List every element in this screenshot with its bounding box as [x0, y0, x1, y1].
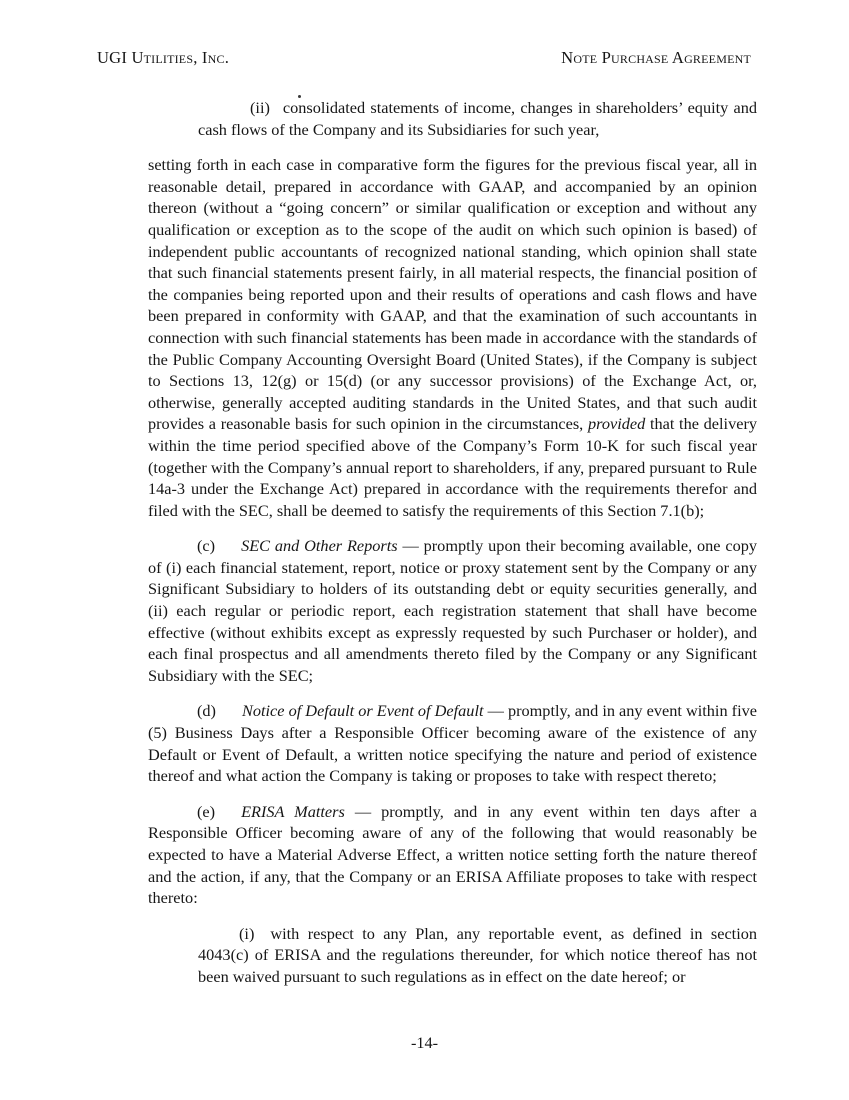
text-run: that the delivery within the time period specified above of the Company’s Form 10-K for such fiscal year (together with the Company’s annual report to shareholders, if any, prepared pursuant to Rule 14a-3 under the Exchange Act) prepared in accordance with the requirements therefor and filed with the SEC, shall be deemed to satisfy the requirements of this Section 7.1(b); [148, 414, 758, 520]
text-run: consolidated statements of income, changes in shareholders’ equity and cash flows of the Company and its Subsidiaries for such year, [198, 98, 757, 139]
paragraph-text [198, 924, 757, 986]
clause-label: (d) [197, 701, 216, 721]
paragraph-e [148, 801, 757, 909]
clause-label: (e) [197, 801, 216, 821]
page-number: -14- [410, 1033, 439, 1052]
paragraph-text [148, 701, 757, 785]
text-run: — promptly, and in any event within ten days after a Responsible Officer becoming aware of any of the following that would reasonably be expected to have a Material Adverse Effect, a written notice setting forth the nature thereof and the action, if any, that the Company or an ERISA Affiliate proposes to take with respect thereto: [148, 801, 758, 908]
header-company-name: UGI Utilities, Inc. [97, 48, 230, 67]
page-footer [0, 1032, 849, 1054]
paragraph-text [148, 155, 757, 520]
text-run: — promptly, and in any event within five (5) Business Days after a Responsible Officer becoming aware of the existence of any Default or Event of Default, a written notice specifying the nature and period of existence thereof and what action the Company is taking or proposes to take with respect thereto; [148, 701, 757, 786]
italic-text-run: provided [587, 414, 646, 434]
header-document-title: Note Purchase Agreement [561, 48, 751, 67]
paragraph-c [148, 535, 757, 686]
paragraph-clause-i [198, 923, 757, 988]
italic-text-run: Notice of Default or Event of Default [241, 701, 484, 721]
paragraph-text [148, 536, 757, 685]
paragraph-clause-ii [198, 97, 757, 140]
text-run: with respect to any Plan, any reportable event, as defined in section 4043(c) of ERISA and the regulations thereunder, for which notice thereof has not been waived pursuant to such regulations as in effect on the date hereof; or [198, 923, 757, 986]
clause-label: (i) [239, 923, 255, 943]
clause-label: (ii) [250, 98, 270, 117]
text-run: — promptly upon their becoming available, one copy of (i) each financial statement, report, notice or proxy statement sent by the Company or any Significant Subsidiary to holders of its outstanding debt or equity securities generally, and (ii) each regular or periodic report, each registration statement that shall have become effective (without exhibits except as expressly requested by such Purchaser or holder), and each final prospectus and all amendments thereto filed by the Company or any Significant Subsidiary with the SEC; [148, 536, 758, 685]
paragraph-d [148, 700, 757, 786]
paragraph-text [148, 802, 757, 907]
document-body [148, 97, 757, 988]
clause-label: (c) [197, 536, 216, 556]
italic-text-run: ERISA Matters [241, 801, 345, 821]
paragraph-text [198, 98, 757, 139]
paragraph-continuation [148, 154, 757, 521]
italic-text-run: SEC and Other Reports [241, 536, 398, 556]
page-header [97, 47, 751, 69]
text-run: setting forth in each case in comparative form the figures for the previous fiscal year, all in reasonable detail, prepared in accordance with GAAP, and accompanied by an opinion thereon (without a “going concern” or similar qualification or exception and without any qualification or exception as to the scope of the audit on which such opinion is based) of independent public accountants of recognized national standing, which opinion shall state that such financial statements present fairly, in all material respects, the financial position of the companies being reported upon and their results of operations and cash flows and have been prepared in conformity with GAAP, and that the examination of such accountants in connection with such financial statements has been made in accordance with the standards of the Public Company Accounting Oversight Board (United States), if the Company is subject to Sections 13, 12(g) or 15(d) (or any successor provisions) of the Exchange Act, or, otherwise, generally accepted auditing standards in the United States, and that such audit provides a reasonable basis for such opinion in the circumstances, [148, 155, 757, 434]
